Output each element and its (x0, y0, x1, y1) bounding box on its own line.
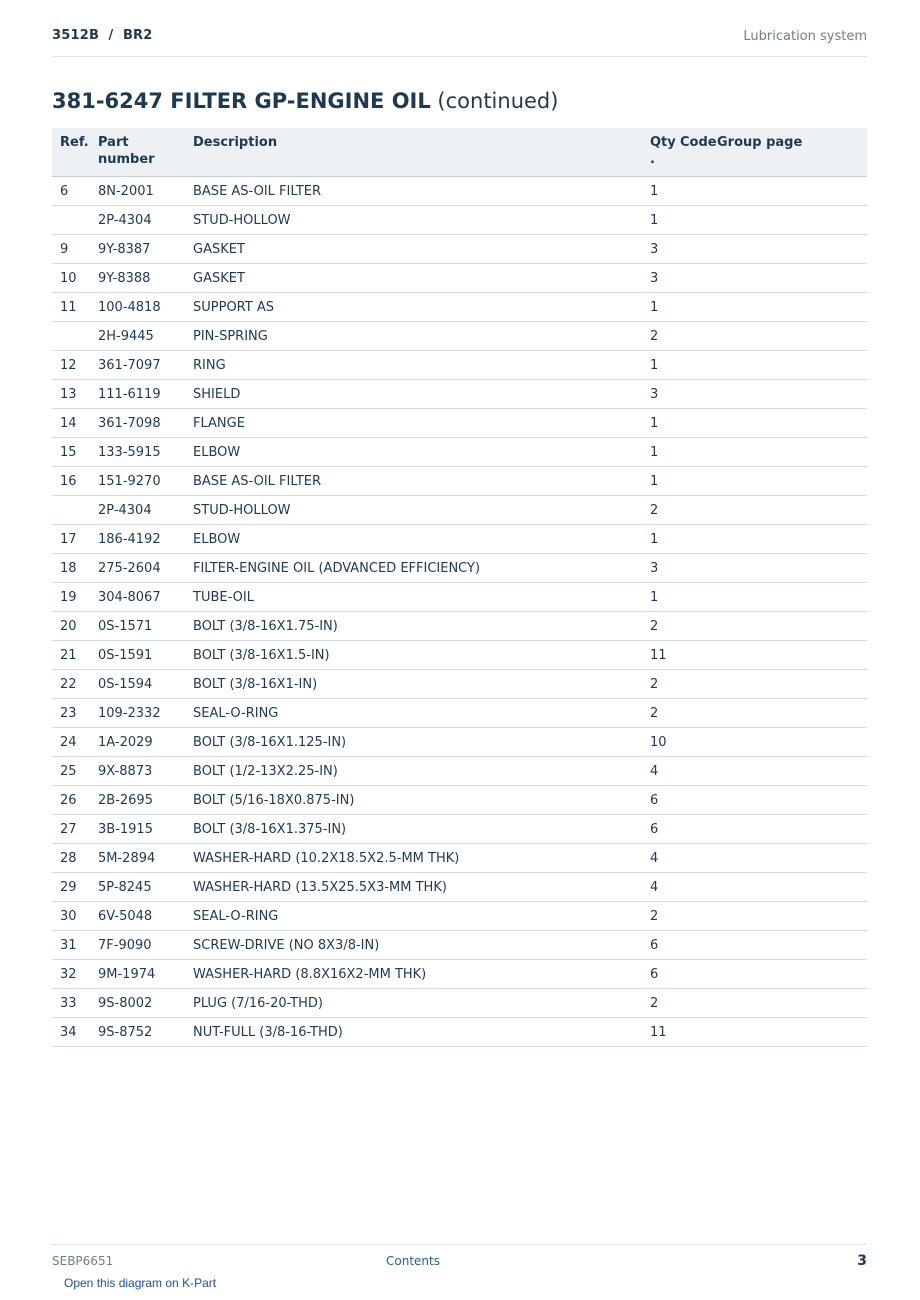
cell-ref: 32 (52, 960, 90, 989)
cell-part-number: 2P-4304 (90, 496, 185, 525)
table-header-row (52, 128, 867, 177)
cell-qty: 3 (642, 264, 672, 293)
page-title-suffix: (continued) (430, 89, 559, 113)
cell-description: PLUG (7/16-20-THD) (185, 989, 642, 1018)
cell-group-page (709, 206, 867, 235)
page-header (52, 28, 867, 57)
cell-qty: 1 (642, 206, 672, 235)
cell-description: SEAL-O-RING (185, 902, 642, 931)
cell-group-page (709, 322, 867, 351)
cell-ref (52, 206, 90, 235)
cell-group-page (709, 989, 867, 1018)
cell-ref (52, 322, 90, 351)
cell-description: FLANGE (185, 409, 642, 438)
table-row (52, 641, 867, 670)
cell-group-page (709, 873, 867, 902)
table-row (52, 467, 867, 496)
cell-code (672, 206, 709, 235)
cell-code (672, 960, 709, 989)
cell-description: STUD-HOLLOW (185, 206, 642, 235)
cell-code (672, 902, 709, 931)
cell-ref: 31 (52, 931, 90, 960)
cell-group-page (709, 351, 867, 380)
cell-ref: 21 (52, 641, 90, 670)
cell-ref: 10 (52, 264, 90, 293)
cell-ref: 30 (52, 902, 90, 931)
cell-ref: 16 (52, 467, 90, 496)
cell-code (672, 786, 709, 815)
table-row (52, 902, 867, 931)
column-header-group-page: Group page (709, 128, 867, 177)
cell-code (672, 467, 709, 496)
cell-group-page (709, 757, 867, 786)
cell-group-page (709, 264, 867, 293)
cell-part-number: 5M-2894 (90, 844, 185, 873)
table-row (52, 525, 867, 554)
table-row (52, 380, 867, 409)
cell-part-number: 9S-8002 (90, 989, 185, 1018)
cell-description: BOLT (5/16-18X0.875-IN) (185, 786, 642, 815)
cell-part-number: 186-4192 (90, 525, 185, 554)
cell-code (672, 351, 709, 380)
table-row (52, 351, 867, 380)
cell-ref: 29 (52, 873, 90, 902)
cell-group-page (709, 902, 867, 931)
open-diagram-kpart-link[interactable]: Open this diagram on K-Part (64, 1276, 217, 1290)
cell-qty: 11 (642, 641, 672, 670)
page-footer (52, 1244, 867, 1271)
cell-ref: 19 (52, 583, 90, 612)
cell-code (672, 844, 709, 873)
cell-qty: 1 (642, 438, 672, 467)
cell-part-number: 3B-1915 (90, 815, 185, 844)
cell-qty: 6 (642, 815, 672, 844)
cell-ref: 33 (52, 989, 90, 1018)
table-row (52, 177, 867, 206)
cell-qty: 2 (642, 989, 672, 1018)
cell-ref: 17 (52, 525, 90, 554)
cell-group-page (709, 235, 867, 264)
cell-qty: 3 (642, 235, 672, 264)
cell-group-page (709, 815, 867, 844)
cell-code (672, 235, 709, 264)
cell-description: BASE AS-OIL FILTER (185, 467, 642, 496)
cell-code (672, 641, 709, 670)
cell-qty: 1 (642, 177, 672, 206)
cell-description: SUPPORT AS (185, 293, 642, 322)
table-row (52, 728, 867, 757)
cell-ref (52, 496, 90, 525)
cell-qty: 1 (642, 525, 672, 554)
cell-part-number: 7F-9090 (90, 931, 185, 960)
cell-code (672, 496, 709, 525)
table-row (52, 844, 867, 873)
cell-code (672, 699, 709, 728)
cell-code (672, 554, 709, 583)
cell-group-page (709, 293, 867, 322)
table-row (52, 1018, 867, 1047)
cell-code (672, 380, 709, 409)
page-title-main: 381-6247 FILTER GP-ENGINE OIL (52, 89, 431, 113)
cell-ref: 24 (52, 728, 90, 757)
table-row (52, 757, 867, 786)
table-row (52, 786, 867, 815)
cell-ref: 22 (52, 670, 90, 699)
cell-description: GASKET (185, 264, 642, 293)
cell-group-page (709, 438, 867, 467)
cell-group-page (709, 177, 867, 206)
column-header-code: Code (672, 128, 709, 177)
cell-part-number: 304-8067 (90, 583, 185, 612)
cell-ref: 15 (52, 438, 90, 467)
cell-code (672, 931, 709, 960)
cell-ref: 9 (52, 235, 90, 264)
page-number: 3 (857, 1253, 867, 1269)
cell-qty: 6 (642, 786, 672, 815)
cell-part-number: 109-2332 (90, 699, 185, 728)
cell-group-page (709, 467, 867, 496)
cell-part-number: 0S-1571 (90, 612, 185, 641)
cell-qty: 10 (642, 728, 672, 757)
cell-code (672, 989, 709, 1018)
cell-description: WASHER-HARD (13.5X25.5X3-MM THK) (185, 873, 642, 902)
cell-description: SCREW-DRIVE (NO 8X3/8-IN) (185, 931, 642, 960)
table-row (52, 322, 867, 351)
cell-ref: 27 (52, 815, 90, 844)
cell-code (672, 264, 709, 293)
cell-description: FILTER-ENGINE OIL (ADVANCED EFFICIENCY) (185, 554, 642, 583)
cell-group-page (709, 612, 867, 641)
cell-qty: 2 (642, 612, 672, 641)
cell-ref: 28 (52, 844, 90, 873)
cell-code (672, 409, 709, 438)
cell-part-number: 0S-1594 (90, 670, 185, 699)
cell-qty: 2 (642, 699, 672, 728)
cell-ref: 25 (52, 757, 90, 786)
cell-description: BOLT (1/2-13X2.25-IN) (185, 757, 642, 786)
cell-code (672, 322, 709, 351)
column-header-qty: Qty . (642, 128, 672, 177)
cell-part-number: 151-9270 (90, 467, 185, 496)
cell-description: SEAL-O-RING (185, 699, 642, 728)
cell-group-page (709, 496, 867, 525)
cell-qty: 1 (642, 293, 672, 322)
cell-group-page (709, 641, 867, 670)
cell-ref: 26 (52, 786, 90, 815)
cell-code (672, 815, 709, 844)
cell-part-number: 6V-5048 (90, 902, 185, 931)
cell-code (672, 612, 709, 641)
table-row (52, 293, 867, 322)
cell-group-page (709, 670, 867, 699)
cell-group-page (709, 960, 867, 989)
cell-qty: 1 (642, 467, 672, 496)
cell-ref: 11 (52, 293, 90, 322)
parts-table (52, 128, 867, 1047)
table-row (52, 554, 867, 583)
footer-document-id: SEBP6651 (52, 1254, 114, 1268)
cell-description: SHIELD (185, 380, 642, 409)
cell-group-page (709, 583, 867, 612)
table-row (52, 583, 867, 612)
cell-part-number: 2H-9445 (90, 322, 185, 351)
column-header-ref: Ref. (52, 128, 90, 177)
table-row (52, 496, 867, 525)
table-row (52, 815, 867, 844)
cell-part-number: 9X-8873 (90, 757, 185, 786)
table-row (52, 235, 867, 264)
cell-ref: 23 (52, 699, 90, 728)
cell-group-page (709, 728, 867, 757)
cell-qty: 3 (642, 554, 672, 583)
header-section-title: Lubrication system (743, 29, 867, 44)
cell-description: RING (185, 351, 642, 380)
table-row (52, 670, 867, 699)
cell-qty: 2 (642, 322, 672, 351)
cell-part-number: 361-7097 (90, 351, 185, 380)
cell-description: BOLT (3/8-16X1.5-IN) (185, 641, 642, 670)
table-row (52, 206, 867, 235)
cell-qty: 1 (642, 583, 672, 612)
table-row (52, 409, 867, 438)
cell-qty: 3 (642, 380, 672, 409)
cell-group-page (709, 786, 867, 815)
table-row (52, 612, 867, 641)
cell-description: ELBOW (185, 438, 642, 467)
cell-group-page (709, 844, 867, 873)
cell-ref: 12 (52, 351, 90, 380)
cell-description: WASHER-HARD (10.2X18.5X2.5-MM THK) (185, 844, 642, 873)
cell-qty: 4 (642, 844, 672, 873)
cell-qty: 4 (642, 873, 672, 902)
table-row (52, 438, 867, 467)
cell-qty: 6 (642, 960, 672, 989)
cell-description: BOLT (3/8-16X1.125-IN) (185, 728, 642, 757)
cell-ref: 34 (52, 1018, 90, 1047)
cell-code (672, 728, 709, 757)
table-row (52, 931, 867, 960)
cell-part-number: 9Y-8387 (90, 235, 185, 264)
cell-group-page (709, 699, 867, 728)
table-row (52, 873, 867, 902)
cell-part-number: 2B-2695 (90, 786, 185, 815)
cell-part-number: 133-5915 (90, 438, 185, 467)
cell-code (672, 757, 709, 786)
cell-description: BOLT (3/8-16X1.75-IN) (185, 612, 642, 641)
cell-code (672, 670, 709, 699)
header-model: 3512B / BR2 (52, 28, 153, 43)
cell-group-page (709, 1018, 867, 1047)
cell-part-number: 275-2604 (90, 554, 185, 583)
cell-qty: 1 (642, 409, 672, 438)
parts-table-body (52, 177, 867, 1047)
table-row (52, 699, 867, 728)
cell-description: PIN-SPRING (185, 322, 642, 351)
cell-description: TUBE-OIL (185, 583, 642, 612)
cell-group-page (709, 525, 867, 554)
cell-description: BASE AS-OIL FILTER (185, 177, 642, 206)
cell-part-number: 111-6119 (90, 380, 185, 409)
cell-description: WASHER-HARD (8.8X16X2-MM THK) (185, 960, 642, 989)
cell-part-number: 1A-2029 (90, 728, 185, 757)
cell-qty: 1 (642, 351, 672, 380)
table-row (52, 264, 867, 293)
cell-part-number: 361-7098 (90, 409, 185, 438)
cell-qty: 4 (642, 757, 672, 786)
cell-code (672, 293, 709, 322)
cell-code (672, 873, 709, 902)
cell-qty: 6 (642, 931, 672, 960)
cell-part-number: 100-4818 (90, 293, 185, 322)
cell-code (672, 525, 709, 554)
cell-description: BOLT (3/8-16X1.375-IN) (185, 815, 642, 844)
cell-ref: 14 (52, 409, 90, 438)
cell-group-page (709, 554, 867, 583)
cell-group-page (709, 380, 867, 409)
column-header-part-number: Part number (90, 128, 185, 177)
cell-group-page (709, 409, 867, 438)
cell-description: BOLT (3/8-16X1-IN) (185, 670, 642, 699)
cell-ref: 18 (52, 554, 90, 583)
cell-description: NUT-FULL (3/8-16-THD) (185, 1018, 642, 1047)
cell-part-number: 9M-1974 (90, 960, 185, 989)
cell-qty: 11 (642, 1018, 672, 1047)
cell-part-number: 2P-4304 (90, 206, 185, 235)
column-header-description: Description (185, 128, 642, 177)
cell-code (672, 583, 709, 612)
cell-ref: 20 (52, 612, 90, 641)
contents-link[interactable]: Contents (386, 1254, 440, 1268)
cell-description: GASKET (185, 235, 642, 264)
cell-group-page (709, 931, 867, 960)
cell-part-number: 8N-2001 (90, 177, 185, 206)
cell-code (672, 438, 709, 467)
table-row (52, 989, 867, 1018)
cell-part-number: 0S-1591 (90, 641, 185, 670)
cell-code (672, 177, 709, 206)
cell-part-number: 5P-8245 (90, 873, 185, 902)
cell-part-number: 9S-8752 (90, 1018, 185, 1047)
cell-part-number: 9Y-8388 (90, 264, 185, 293)
cell-ref: 13 (52, 380, 90, 409)
table-row (52, 960, 867, 989)
cell-description: ELBOW (185, 525, 642, 554)
cell-qty: 2 (642, 670, 672, 699)
cell-qty: 2 (642, 902, 672, 931)
cell-description: STUD-HOLLOW (185, 496, 642, 525)
cell-ref: 6 (52, 177, 90, 206)
page-title (52, 89, 558, 113)
cell-qty: 2 (642, 496, 672, 525)
cell-code (672, 1018, 709, 1047)
